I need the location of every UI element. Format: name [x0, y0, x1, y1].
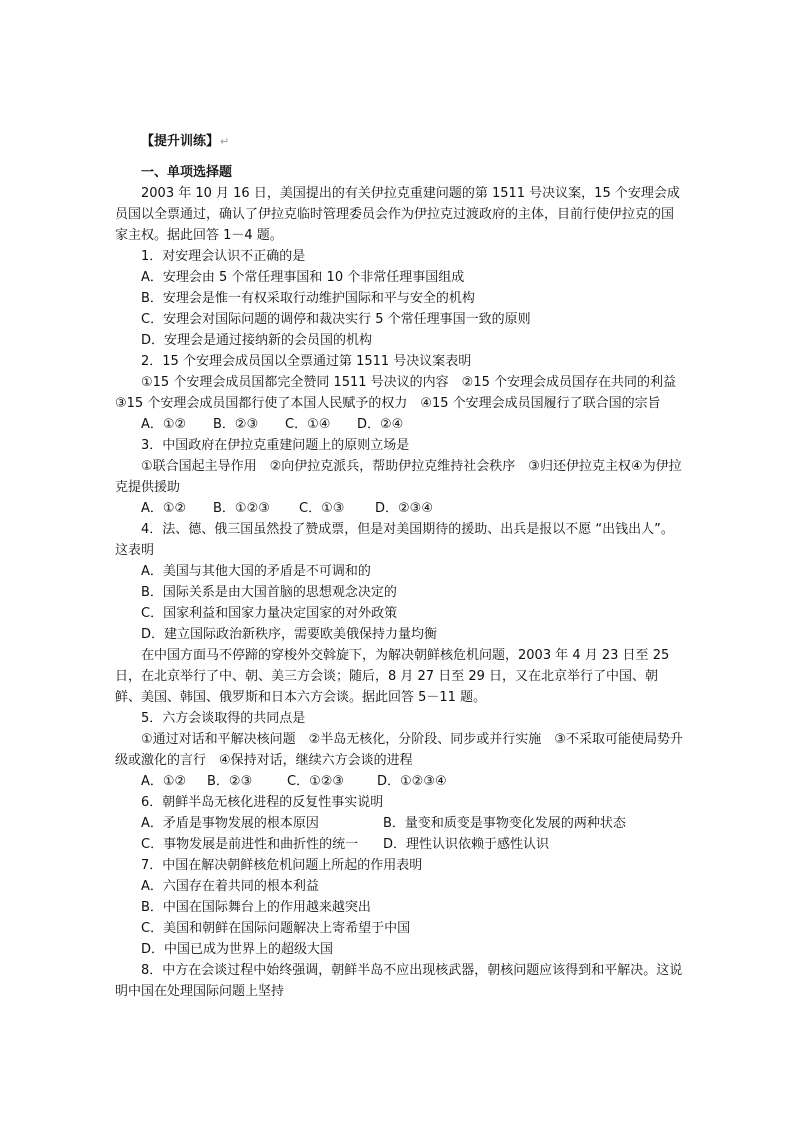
paragraph-mark-icon: ↵ — [220, 135, 230, 148]
question-4-option-a: A．美国与其他大国的矛盾是不可调和的 — [141, 564, 371, 579]
question-2-options — [115, 414, 683, 435]
question-5-statements — [115, 729, 683, 771]
question-3-statements-text: ①联合国起主导作用 ②向伊拉克派兵，帮助伊拉克维持社会秩序 ③归还伊拉克主权④为伊拉克提供援助 — [115, 459, 682, 495]
question-5-stem: 5．六方会谈取得的共同点是 — [141, 711, 306, 726]
question-7-option-b: B．中国在国际舞台上的作用越来越突出 — [141, 900, 371, 915]
question-6-option-a: A．矛盾是事物发展的根本原因 — [141, 816, 319, 831]
intro-paragraph-2 — [115, 645, 683, 708]
question-4-stem-text: 4．法、德、俄三国虽然投了赞成票，但是对美国期待的援助、出兵是报以不愿 “出钱出人”。这表明 — [115, 522, 674, 558]
question-3-stem: 3．中国政府在伊拉克重建问题上的原则立场是 — [141, 438, 410, 453]
question-2-statements — [115, 372, 690, 414]
question-4-option-b: B．国际关系是由大国首脑的思想观念决定的 — [141, 585, 397, 600]
question-4-option-c: C．国家利益和国家力量决定国家的对外政策 — [141, 606, 398, 621]
question-7-option-a: A．六国存在着共同的根本利益 — [141, 879, 319, 894]
intro-1-text: 2003 年 10 月 16 日，美国提出的有关伊拉克重建问题的第 1511 号决议案，15 个安理会成员国以全票通过，确认了伊拉克临时管理委员会作为伊拉克过渡政府的主体，目前行使伊拉克的国家主权。据此回答 1－4 题。 — [115, 186, 680, 243]
question-5-options — [115, 771, 683, 792]
question-6-option-c: C．事物发展是前进性和曲折性的统一 — [141, 837, 359, 852]
question-2-statements-text: ①15 个安理会成员国都完全赞同 1511 号决议的内容 ②15 个安理会成员国存在共同的利益 ③15 个安理会成员国都行使了本国人民赋予的权力 ④15 个安理会成员国履行了联合国的宗旨 — [115, 375, 690, 411]
question-2-option-c: C．①④ — [285, 417, 331, 432]
question-3-option-c: C．①③ — [299, 501, 345, 516]
question-2-option-b: B．②③ — [213, 417, 259, 432]
section-title — [115, 131, 683, 152]
question-6-stem: 6．朝鲜半岛无核化进程的反复性事实说明 — [141, 795, 384, 810]
question-6-option-b: B．量变和质变是事物变化发展的两种状态 — [383, 816, 626, 831]
question-2-stem: 2．15 个安理会成员国以全票通过第 1511 号决议案表明 — [141, 354, 472, 369]
question-6-options-row-1 — [115, 813, 683, 834]
question-7-option-d: D．中国已成为世界上的超级大国 — [141, 942, 334, 957]
question-5-option-c: C．①②③ — [287, 774, 345, 789]
intro-2-text: 在中国方面马不停蹄的穿梭外交斡旋下，为解决朝鲜核危机问题，2003 年 4 月 23 日至 25 日，在北京举行了中、朝、美三方会谈；随后，8 月 27 日至 29 日，又在北京举行了中国、朝鲜、美国、韩国、俄罗斯和日本六方会谈。据此回答 5－11 题。 — [115, 648, 670, 705]
section-title-text: 【提升训练】 — [141, 134, 220, 149]
question-4-stem — [115, 519, 683, 561]
question-6-options-row-2 — [115, 834, 683, 855]
question-5-statements-text: ①通过对话和平解决核问题 ②半岛无核化，分阶段、同步或并行实施 ③不采取可能使局势升级或激化的言行 ④保持对话，继续六方会谈的进程 — [115, 732, 683, 768]
part-title: 一、单项选择题 — [141, 165, 233, 180]
question-5-option-b: B．②③ — [207, 774, 253, 789]
question-3-option-b: B．①②③ — [213, 501, 270, 516]
question-4-option-d: D．建立国际政治新秩序，需要欧美俄保持力量均衡 — [141, 627, 438, 642]
question-5-option-a: A．①② — [141, 774, 187, 789]
question-3-option-d: D．②③④ — [375, 501, 433, 516]
document-page — [115, 131, 690, 1002]
intro-paragraph-1 — [115, 183, 683, 246]
question-1-stem: 1．对安理会认识不正确的是 — [141, 249, 306, 264]
question-1-option-d: D．安理会是通过接纳新的会员国的机构 — [141, 333, 373, 348]
question-7-stem: 7．中国在解决朝鲜核危机问题上所起的作用表明 — [141, 858, 423, 873]
question-1-option-a: A．安理会由 5 个常任理事国和 10 个非常任理事国组成 — [141, 270, 465, 285]
question-1-option-b: B．安理会是惟一有权采取行动维护国际和平与安全的机构 — [141, 291, 475, 306]
question-7-option-c: C．美国和朝鲜在国际问题解决上寄希望于中国 — [141, 921, 411, 936]
question-8-stem-text: 8．中方在会谈过程中始终强调，朝鲜半岛不应出现核武器，朝核问题应该得到和平解决。这说明中国在处理国际问题上坚持 — [115, 963, 683, 999]
question-3-statements — [115, 456, 683, 498]
question-6-option-d: D．理性认识依赖于感性认识 — [383, 837, 550, 852]
question-3-options — [115, 498, 683, 519]
question-3-option-a: A．①② — [141, 501, 187, 516]
question-1-option-c: C．安理会对国际问题的调停和裁决实行 5 个常任理事国一致的原则 — [141, 312, 531, 327]
question-8-stem — [115, 960, 683, 1002]
question-2-option-a: A．①② — [141, 417, 187, 432]
question-5-option-d: D．①②③④ — [377, 774, 447, 789]
question-2-option-d: D．②④ — [357, 417, 404, 432]
